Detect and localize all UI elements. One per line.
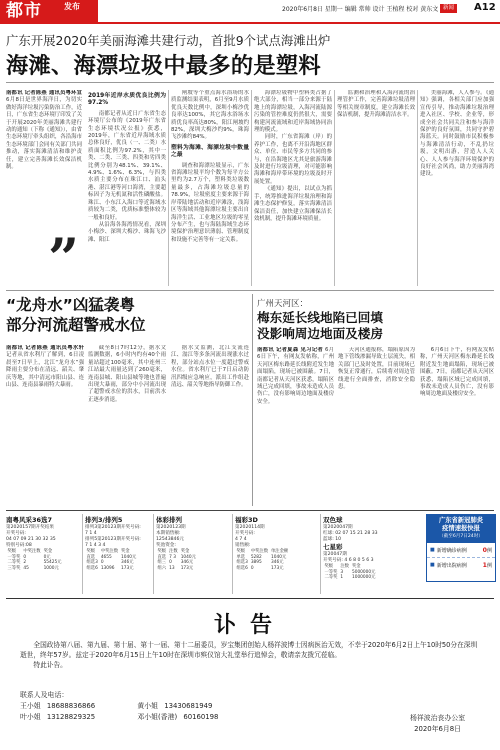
lottery-line: 开奖号码: bbox=[6, 531, 26, 536]
cell: 346元 bbox=[121, 560, 134, 566]
covid-note: （截至6月7日24时） bbox=[439, 534, 483, 539]
cell: 7 3 bbox=[169, 554, 176, 560]
guangzhou-headline-line1: 梅东延长线地陷已回填 bbox=[257, 310, 383, 325]
cell: 直选 bbox=[157, 554, 167, 560]
lottery-line: 12543846元 bbox=[156, 537, 184, 542]
cell: 3 bbox=[340, 569, 344, 575]
lottery-block bbox=[235, 516, 317, 594]
cell: 13096 bbox=[100, 565, 115, 571]
contact-name: 黄小姐 bbox=[137, 702, 158, 710]
lottery-rule bbox=[6, 510, 494, 511]
lottery-block bbox=[323, 516, 421, 594]
main-byline: 南都讯 记者陈燕 通讯员粤环宣 bbox=[6, 90, 82, 96]
section-subtitle: 发布 bbox=[64, 2, 80, 11]
contact-phone: 13430681949 bbox=[164, 702, 213, 710]
guangzhou-headline-line2: 没影响周边地面及楼房 bbox=[257, 326, 383, 341]
cell: 173元 bbox=[271, 565, 284, 571]
cell: 奖级 bbox=[7, 549, 17, 554]
bullet-icon: ■ bbox=[430, 562, 435, 568]
contact-name: 王小姐 bbox=[20, 702, 41, 710]
main-col-3 bbox=[171, 90, 249, 288]
dragon-boat-p1: 记者从省水利厅了解到，6日凌晨至7日早上，北江“龙舟水”强降雨主要分布在清远、韶关、肇庆等地，其中清远市阳山县、连山县、连南县暴雨特大暴雨。 bbox=[6, 352, 84, 389]
lottery-block bbox=[156, 516, 230, 594]
covid-new-confirmed-value: 0 bbox=[482, 546, 487, 554]
lottery-table bbox=[323, 564, 377, 581]
page-number: A12 bbox=[474, 2, 496, 13]
covid-title: 广东省新冠肺炎 bbox=[438, 517, 484, 524]
lottery-line: 排列3第20123期开奖号码: bbox=[85, 525, 141, 530]
section-rule bbox=[6, 290, 494, 291]
main-col2-p2: 从沿海各海湾情况看，深圳小梅沙、深圳大梅沙、珠海飞沙滩、阳江 bbox=[88, 221, 166, 243]
cell: 1040元 bbox=[271, 554, 287, 560]
lottery-divider bbox=[320, 514, 321, 594]
cell: 3895 bbox=[250, 560, 262, 566]
col-divider bbox=[334, 90, 335, 286]
dragon-boat-headline-line2: 部分河流超警戒水位 bbox=[6, 316, 146, 334]
cell: 奖金 bbox=[43, 549, 53, 554]
cell: 中奖注数 bbox=[100, 549, 119, 554]
lottery-line: 特别号码:08 bbox=[6, 543, 32, 548]
guangzhou-p3: 6月6日下午，有网友发帖称，广州天河区梅东路延长线附近发生地面塌陷，现场已被围蔽。7日，南都记者从天河区获悉，塌陷区域已完成回填，事故未造成人员伤亡，没有影响周边地面及楼房安全。 bbox=[420, 347, 494, 398]
contact-name: 叶小姐 bbox=[20, 713, 41, 721]
lottery-line: 第2020123期 bbox=[156, 525, 186, 530]
cell: 1040元 bbox=[121, 554, 137, 560]
lottery-table bbox=[85, 549, 138, 571]
story-divider bbox=[252, 294, 253, 506]
cell: 组选6 bbox=[86, 565, 98, 571]
covid-discharged-label: 新增出院病例 bbox=[436, 562, 467, 569]
cell: 0 bbox=[23, 554, 27, 560]
lottery-line: 7 1 4 bbox=[85, 531, 97, 536]
masthead bbox=[0, 0, 500, 22]
cell: 1000元 bbox=[43, 565, 59, 571]
cell: 奖金 bbox=[180, 549, 190, 554]
covid-discharged bbox=[427, 557, 495, 572]
dragon-boat-byline: 南都讯 记者陈燕 通讯员粤水轩 bbox=[6, 345, 84, 351]
cell: 55425元 bbox=[43, 560, 62, 566]
section-banner bbox=[0, 0, 98, 22]
main-col-6 bbox=[420, 90, 494, 288]
col-divider bbox=[168, 90, 169, 286]
cell: 组六 bbox=[157, 565, 167, 571]
headline-rule bbox=[6, 82, 494, 83]
dragon-boat-col-1 bbox=[6, 345, 84, 505]
dateline: 2020年6月8日 星期一 编辑 常帅 设计 王植程 校对 黄东文 bbox=[282, 6, 439, 13]
masthead-rule bbox=[0, 22, 500, 24]
lottery-line: 红球: 02 07 15 21 28 33 bbox=[323, 531, 378, 536]
cell: 173元 bbox=[180, 565, 194, 571]
guangzhou-p1: 6月6日下午，有网友发帖称，广州天河区梅东路延长线附近发生地面塌陷，现场已被围蔽。7日，南都记者从天河区获悉，塌陷区域已完成回填，事故未造成人员伤亡，没有影响周边地面及楼房安全。 bbox=[257, 347, 334, 405]
cell: 1040元 bbox=[180, 554, 196, 560]
obituary-closing: 特此讣告。 bbox=[33, 661, 67, 669]
obituary-text bbox=[20, 640, 482, 670]
lottery-title: 双色球 bbox=[323, 516, 343, 524]
lottery-line: 本期销售额: bbox=[156, 531, 181, 536]
cell: 组选6 bbox=[236, 565, 248, 571]
cell: 三等奖 bbox=[7, 565, 21, 571]
lottery-line: 04 07 09 21 30 32 35 bbox=[6, 537, 56, 542]
dragon-boat-col-3 bbox=[171, 345, 249, 505]
main-col4-p1: 海漂垃圾物中塑料类占据了绝大部分，相当一部分来源于陆地上的海漂垃圾，入海河流陆源污染的管控难度仍然很大，需要构建河流流域和近岸海域协同治理的模式。 bbox=[254, 90, 332, 134]
main-kicker: 广东开展2020年美丽海滩共建行动，首批9个试点海滩出炉 bbox=[6, 33, 331, 48]
cell: 注数 bbox=[169, 549, 178, 554]
lottery-divider bbox=[153, 514, 154, 594]
cell: 奖金 bbox=[351, 564, 361, 569]
col-divider bbox=[417, 90, 418, 286]
lottery-line: 奖池资金: bbox=[156, 543, 176, 548]
subhead-plastic: 塑料为海滩、海漂垃圾中数量之最 bbox=[171, 144, 249, 159]
main-col-4 bbox=[254, 90, 332, 288]
lottery-line: 蓝球: 10 bbox=[323, 537, 342, 542]
cell: 5000000元 bbox=[351, 569, 376, 575]
lottery-line: 销售额: bbox=[235, 543, 251, 548]
contact-heading: 联系人及电话： bbox=[20, 691, 69, 699]
guangzhou-col-2 bbox=[338, 347, 415, 505]
covid-discharged-value: 1 bbox=[482, 561, 487, 569]
lottery-title: 体彩排列 bbox=[156, 516, 182, 524]
main-col-5 bbox=[337, 90, 415, 288]
obituary-signature bbox=[410, 713, 465, 734]
cell: 0元 bbox=[43, 554, 51, 560]
cell: 0 bbox=[100, 560, 104, 566]
lottery-divider bbox=[82, 514, 83, 594]
cell: 346元 bbox=[180, 560, 194, 566]
dragon-boat-p3: 据水文监测，北江支流连江、滃江等多条河流出现涨水过程，部分站点水位一度超过警戒水位。省水利厅已于7日启动防汛四级应急响应，派出工作组赴清远、韶关等地指导防御工作。 bbox=[171, 345, 249, 389]
cell: 奖级 bbox=[86, 549, 96, 554]
cell: 奖级 bbox=[324, 564, 334, 569]
signature-date: 2020年6月8日 bbox=[414, 724, 462, 733]
lottery-divider bbox=[232, 514, 233, 594]
lottery-line: 第2020114期 bbox=[235, 525, 265, 530]
contact-name: 邓小姐(香港) bbox=[137, 713, 178, 721]
main-col3-p2: 调查和海漂垃圾显示，广东省海滩垃圾平均个数为每平方公里约为2.7万个，塑料类垃圾数量最多，占海滩垃圾总量的78.9%，垃圾密度主要来源于海岸带陆地活动和近岸滩涂，浅海区等海域其他海漂垃圾主要出自海洋生活、工业地区垃圾的零星分布产生，也与海陆海域生态环境保护治理意识薄弱、管理制度和设施不完善等有一定关系。 bbox=[171, 162, 249, 243]
main-col4-p2: 同时，广东省海滩（岸）的养护工作，也离不开沿海地区群众、单位、市民等多方共同的参与，在沿海地区尤其是旅游海滩及时进行垃圾清理，对可能影响海滩和海岸带环境的垃圾及时开展处置。 bbox=[254, 134, 332, 185]
obituary-rule bbox=[6, 598, 494, 599]
covid-new-confirmed bbox=[427, 543, 495, 557]
lottery-line: 第2020047期 bbox=[323, 525, 353, 530]
cell: 173元 bbox=[121, 565, 134, 571]
contact-phone: 60160198 bbox=[183, 713, 219, 721]
dragon-boat-headline-line1: “龙舟水”凶猛袭粤 bbox=[6, 296, 135, 314]
lottery-line: 排列5第20123期开奖号码: bbox=[85, 537, 141, 542]
cell: 二等奖 bbox=[7, 560, 21, 566]
dragon-boat-headline bbox=[6, 295, 146, 335]
lottery-table bbox=[6, 549, 63, 571]
cell: 二等奖 bbox=[324, 575, 338, 581]
main-col5-p1: 监测和治理和入海河流的治理管护工作，完善海滩垃圾清理等相关规章制度，建立海滩长效保洁机制，提升海滩清洁水平。 bbox=[337, 90, 415, 119]
cell: 中奖注数 bbox=[250, 549, 269, 554]
main-col4-p3: 《通知》提出，以试点为抓手，统筹推进海洋垃圾治理和海滩生态保护修复，落实海滩清洁保洁责任，加快建立海滩保洁长效机制，提升海滩环境质量。 bbox=[254, 186, 332, 222]
lottery-block bbox=[85, 516, 151, 594]
cell: 奖级 bbox=[157, 549, 167, 554]
lottery-line: 4 7 4 bbox=[235, 537, 247, 542]
cell: 0 bbox=[169, 560, 172, 566]
cell: 直选 bbox=[86, 554, 96, 560]
cell: 组选3 bbox=[236, 560, 248, 566]
main-headline: 海滩、海漂垃圾中最多的是塑料 bbox=[6, 53, 321, 79]
cell: 组三 bbox=[157, 560, 167, 566]
cell: 奖级 bbox=[236, 549, 246, 554]
cell: 346元 bbox=[271, 560, 284, 566]
dragon-boat-p2: 截至8日7时12分，据水文监测数据，6小时内约有40个雨量站超过100毫米，其中连州三江站最大雨量达到了260毫米，连南县城、阳山县城等地也普遍出现大暴雨，部分中小河流出现了超警戒水位的洪水，目前洪水正逐步消退。 bbox=[88, 345, 166, 403]
covid-new-confirmed-label: 新增确诊病例 bbox=[436, 547, 467, 554]
lottery-line: 第2020157期开奖结果 bbox=[6, 525, 55, 530]
obituary-contacts bbox=[20, 690, 218, 723]
dragon-boat-col-2 bbox=[88, 345, 166, 505]
signature-org: 杨祥波治丧办公室 bbox=[410, 714, 466, 722]
quote-mark-icon: ” bbox=[48, 226, 80, 290]
lottery-table bbox=[156, 549, 197, 571]
section-tag: 新闻 bbox=[440, 4, 457, 13]
lottery-title: 南粤风采36选7 bbox=[6, 516, 53, 524]
col-divider bbox=[251, 90, 252, 286]
covid-header bbox=[427, 515, 495, 543]
cell: 2 bbox=[23, 560, 27, 566]
lottery-title: 排列3/排列5 bbox=[85, 516, 123, 524]
contact-row bbox=[20, 712, 218, 723]
covid-title-2: 疫情速报快报 bbox=[442, 525, 480, 532]
main-col3-p1: 闸坡等个重点海水浴场的水质监测结果表明，6月至9月水质优良天数比例中，深圳小梅沙优良率达100%，其它海水浴场水质优良率高达80%，阳江闸坡约82%，深圳大梅沙约9%，珠海飞沙滩约84%。 bbox=[171, 90, 249, 141]
guangzhou-headline bbox=[257, 310, 383, 342]
cell: 注数 bbox=[340, 564, 349, 569]
cell: 45 bbox=[23, 565, 29, 571]
lottery-line: 第20047期 bbox=[323, 552, 347, 557]
subhead-water-quality: 2019年近岸水质优良比例为97.2% bbox=[88, 93, 166, 107]
main-col6-p1: 美丽海滩，人人参与。《通知》强调，各相关部门应加强宣传引导，推动海滩垃圾治理进入社区、学校、企业等，形成全社会共同关注和参与海洋保护的良好氛围，共同守护碧海蓝天。同时鼓励市民积极参与海滩清洁行动，不乱扔垃圾，文明出游，营造人人关心、人人参与海洋环境保护的良好社会风尚，助力美丽海湾建设。 bbox=[420, 90, 494, 178]
guangzhou-col-3 bbox=[420, 347, 494, 505]
guangzhou-p2: 天河区通报称，塌陷原因为地下管线渗漏导致土层流失，相关部门已及时处置，目前现场已恢复正常通行，后续将对周边管线进行全面排查，消除安全隐患。 bbox=[338, 347, 415, 391]
cell: 单选 bbox=[236, 554, 246, 560]
cell: 一等奖 bbox=[324, 569, 338, 575]
lottery-line: 开奖号码: bbox=[235, 531, 255, 536]
cell: 单注金额 bbox=[271, 549, 289, 554]
cell: 组选3 bbox=[86, 560, 98, 566]
lottery-line: 开奖号码: 4 6 8 0 5 6 3 bbox=[323, 558, 374, 563]
lottery-table bbox=[235, 549, 290, 571]
cell: 中奖注数 bbox=[23, 549, 41, 554]
cell: 一等奖 bbox=[7, 554, 21, 560]
lottery-subtitle: 七星彩 bbox=[323, 543, 343, 551]
contact-phone: 13128829325 bbox=[46, 713, 96, 721]
main-col2-p1: 南都记者从近日广东省生态环境厅公布的《2019年广东省生态环境状况公报》获悉，2019年，广东省近岸海域水质总体良好，优良（一、二类）水质面积比例为97.2%，其中一类、二类、三类、四类和劣四类比例分别为48.1%、39.1%、4.9%、1.6%、6.3%，与四类水质主要分布在珠江口、汕头港、湛江港等河口海湾，主要超标因子为无机氮和活性磷酸盐。珠江、小东江入海口等近海域水质较为二类，优质标准整体较为一般和良好。 bbox=[88, 110, 166, 221]
main-col-2 bbox=[88, 90, 166, 288]
covid-update-box bbox=[426, 514, 496, 582]
cell: 4655 bbox=[100, 554, 112, 560]
cell: 13 bbox=[169, 565, 175, 571]
unit-label: 例 bbox=[486, 562, 492, 569]
lottery-title: 福彩3D bbox=[235, 516, 258, 524]
lottery-line: 7 1 4 3 4 bbox=[85, 543, 106, 548]
contact-phone: 18688836866 bbox=[46, 702, 96, 710]
lottery-block bbox=[6, 516, 80, 594]
cell: 奖金 bbox=[121, 549, 130, 554]
obituary-title: 讣告 bbox=[213, 613, 286, 638]
section-title: 都市 bbox=[6, 1, 42, 21]
guangzhou-byline: 南都讯 记者夏森 见习记者 bbox=[257, 347, 323, 353]
guangzhou-col-1 bbox=[257, 347, 334, 505]
cell: 0 bbox=[250, 565, 254, 571]
contact-row bbox=[20, 701, 218, 712]
cell: 5282 bbox=[250, 554, 262, 560]
cell: 1000000元 bbox=[351, 575, 376, 581]
bullet-icon: ■ bbox=[430, 547, 435, 553]
cell: 1 bbox=[340, 575, 344, 581]
obituary-body: 全国政协第八届、第九届、第十届、第十一届、第十二届委员，岁宝集团创始人杨祥波博士因病医治无效，不幸于2020年6月2日上午10时50分在深圳逝世，终年57岁。兹定于2020年6月15日上午10时在深圳市殡仪馆大礼堂举行追悼会，敬请亲友拨冗莅临。 bbox=[20, 641, 478, 659]
main-lead-1: 6月8日是世界海洋日，为切实做好海洋垃圾污染防治工作，近日，广东省生态环境厅印发了关于开展2020年美丽海滩共建行动的通知（下称《通知》），由省生态环境厅牵头组织，各沿海市生态环境部门会同有关部门共同推动，落实海滩清洁和维护责任，建立完善海滩长效保洁机制。 bbox=[6, 97, 82, 171]
guangzhou-kicker: 广州天河区： bbox=[257, 299, 309, 309]
unit-label: 例 bbox=[486, 547, 492, 554]
